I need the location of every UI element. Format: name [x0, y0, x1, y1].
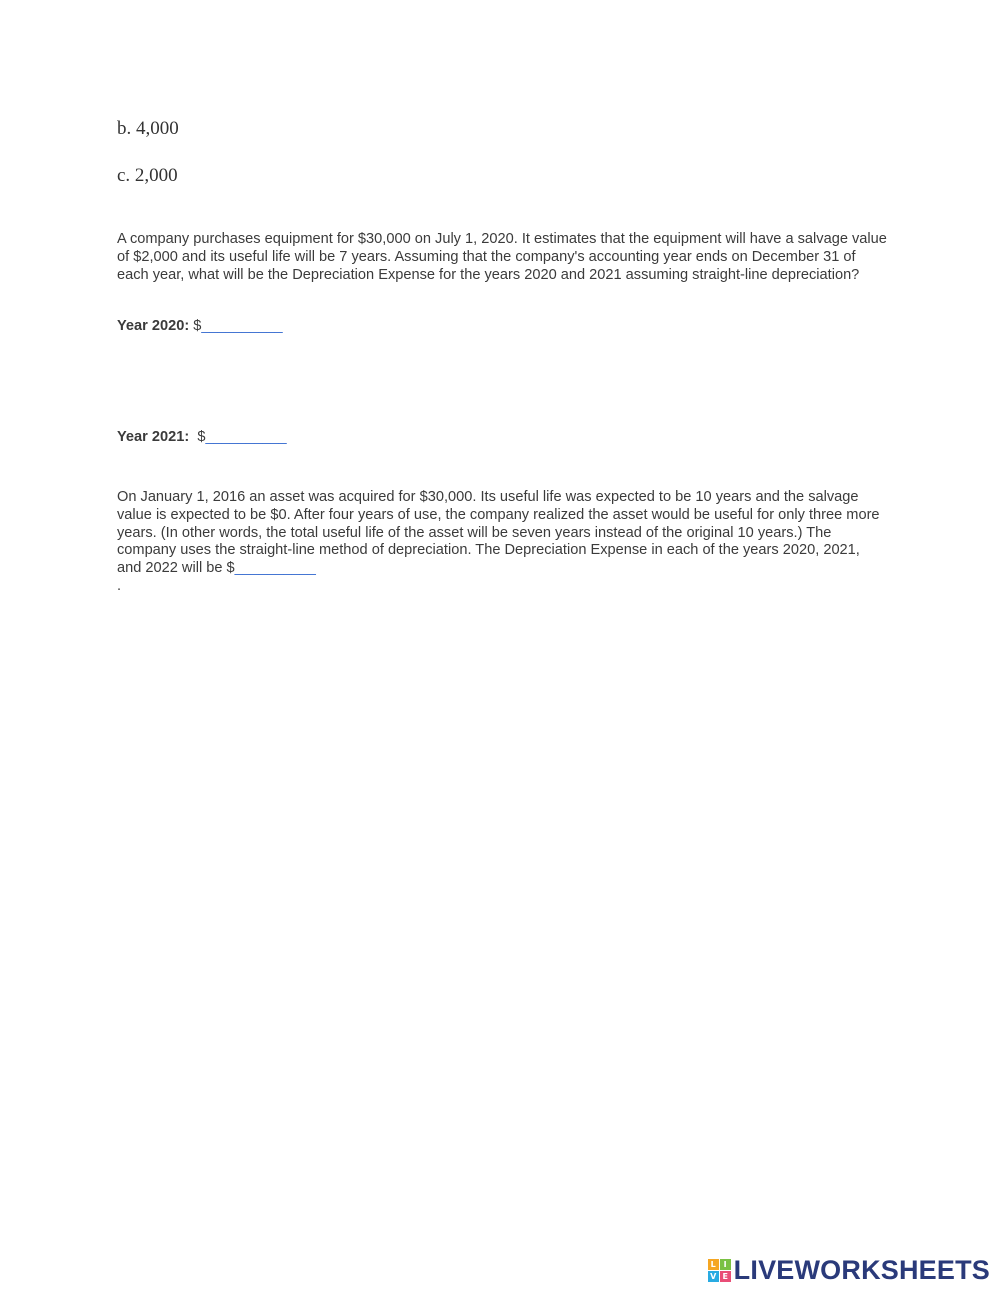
question-2 [117, 489, 887, 596]
year-2021-label: Year 2021: [117, 429, 190, 445]
question-2-answer-blank[interactable]: __________ [234, 560, 316, 577]
option-b: b. 4,000 [117, 118, 179, 139]
year-2020-row [117, 318, 887, 336]
logo-letter: L [708, 1259, 719, 1270]
year-2021-answer-blank[interactable]: __________ [205, 429, 287, 445]
logo-letter: E [720, 1271, 731, 1282]
question-1-text: A company purchases equipment for $30,000 on July 1, 2020. It estimates that the equipment will have a salvage value of $2,000 and its useful life will be 7 years. Assuming that the company's accounting year ends on December 31 of each year, what will be the Depreciation Expense for the years 2020 and 2021 assuming straight-line depreciation? [117, 231, 887, 283]
logo-badge-icon [708, 1259, 731, 1282]
year-2021-row [117, 429, 887, 447]
logo-letter: I [720, 1259, 731, 1270]
year-2020-answer-blank[interactable]: __________ [201, 318, 283, 334]
option-c: c. 2,000 [117, 165, 178, 186]
question-2-trailing: . [117, 577, 122, 594]
question-2-text: On January 1, 2016 an asset was acquired for $30,000. Its useful life was expected to be 10 years and the salvage value is expected to be $0. After four years of use, the company realized the asset would be useful for only three more years. (In other words, the total useful life of the asset will be seven years instead of the original 10 years.) The company uses the straight-line method of depreciation. The Depreciation Expense in each of the years 2020, 2021, and 2022 will be $ [117, 489, 880, 577]
year-2020-label: Year 2020: [117, 318, 190, 334]
logo-letter: V [708, 1271, 719, 1282]
liveworksheets-logo [708, 1253, 990, 1287]
year-2020-prefix: $ [189, 318, 202, 334]
logo-text: LIVEWORKSHEETS [733, 1254, 990, 1285]
year-2021-prefix: $ [189, 429, 206, 445]
